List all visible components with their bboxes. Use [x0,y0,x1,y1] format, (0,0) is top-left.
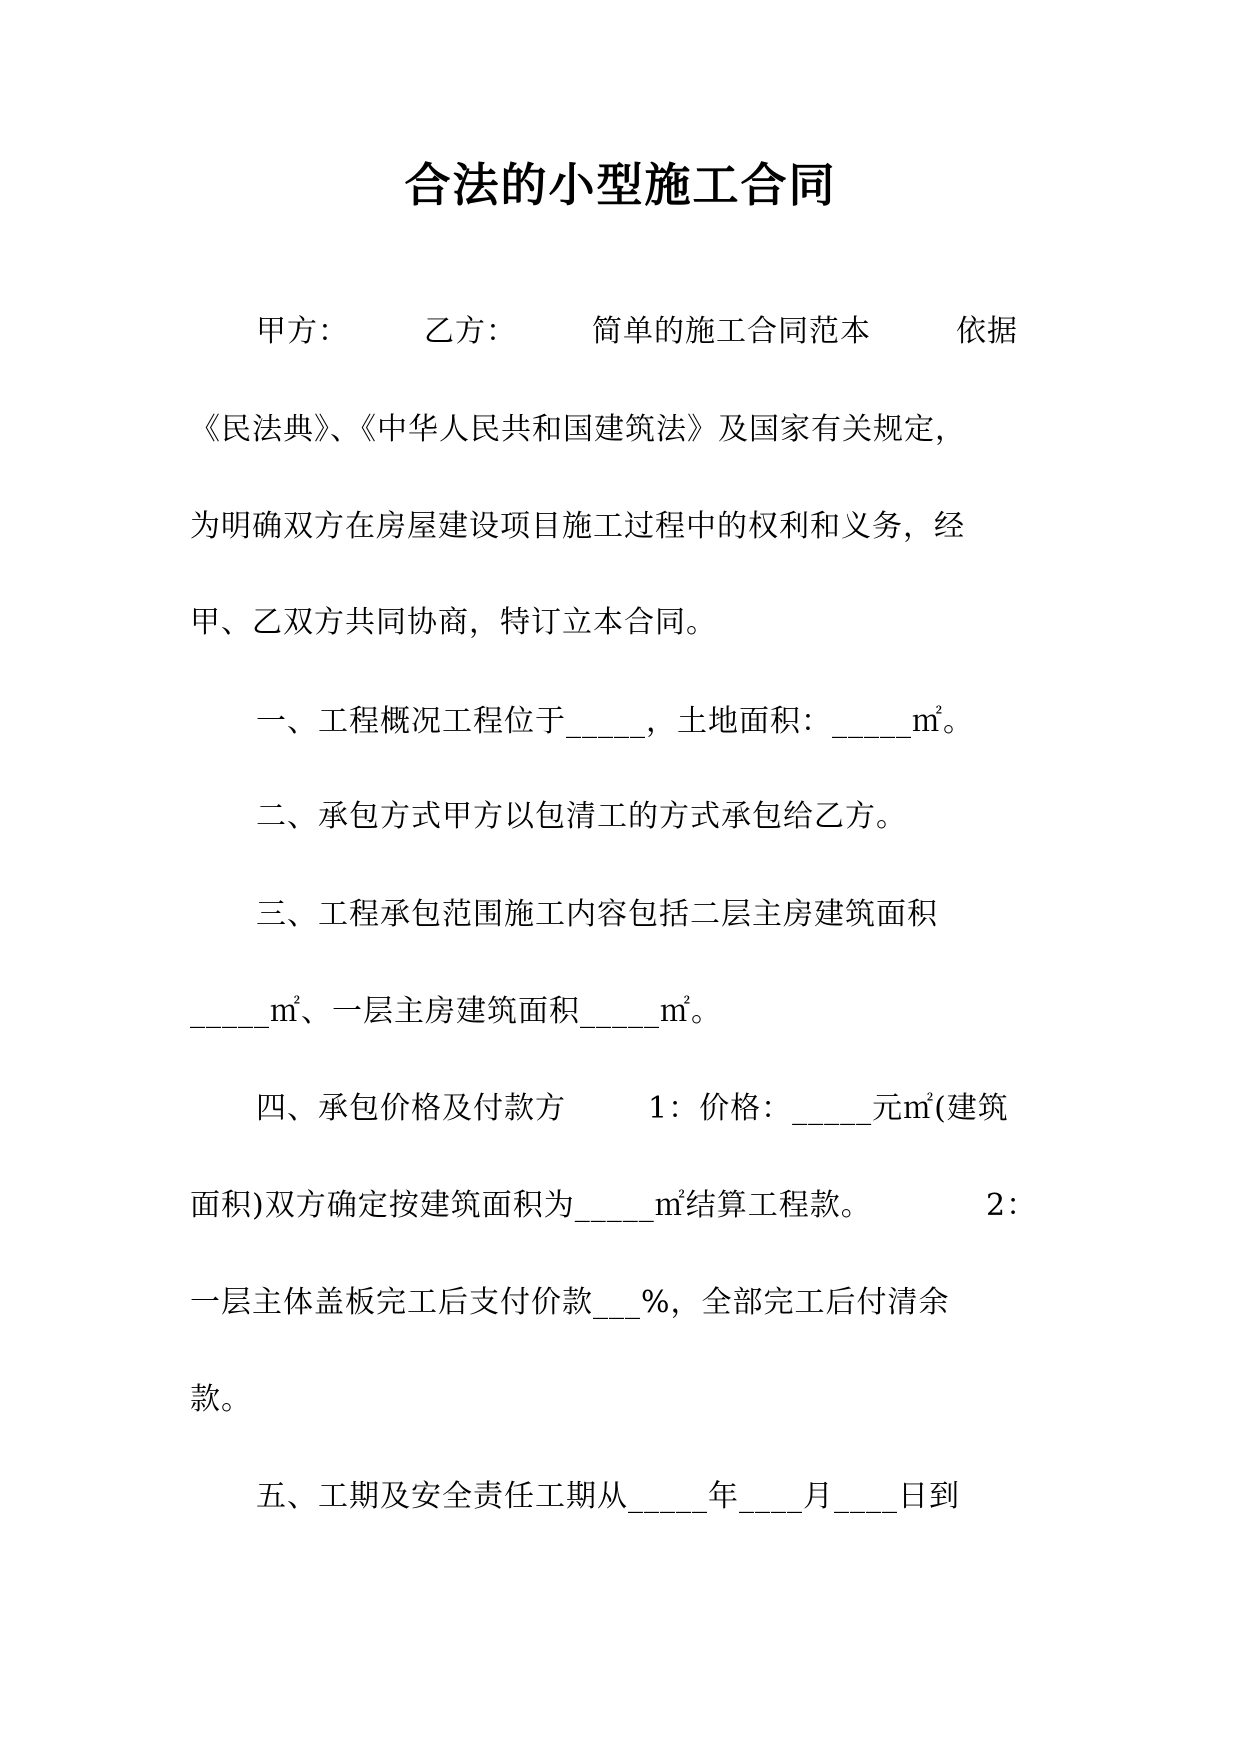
intro-line-2: 《民法典》、《中华人民共和国建筑法》及国家有关规定， [190,412,966,447]
sample-title: 简单的施工合同范本 [592,314,871,349]
section-4-settlement: 面积)双方确定按建筑面积为_____㎡结算工程款。 [190,1188,872,1223]
section-1-project-overview: 一、工程概况工程位于_____，土地面积：_____㎡。 [256,704,974,739]
intro-line-4: 甲、乙双方共同协商，特订立本合同。 [190,605,717,640]
section-4-line-4: 款。 [190,1382,252,1417]
section-2-contract-method: 二、承包方式甲方以包清工的方式承包给乙方。 [256,799,907,834]
section-3-scope-line-2: _____㎡、一层主房建筑面积_____㎡。 [190,994,722,1029]
section-4-heading: 四、承包价格及付款方 [256,1091,566,1126]
section-5-schedule: 五、工期及安全责任工期从_____年____月____日到 [256,1479,960,1514]
section-4-line-3: 一层主体盖板完工后支付价款___%，全部完工后付清余 [190,1285,950,1320]
section-3-scope-line-1: 三、工程承包范围施工内容包括二层主房建筑面积 [256,897,938,932]
section-4-item-1: 1：价格：_____元㎡(建筑 [648,1091,1009,1126]
basis-word: 依据 [956,314,1018,349]
intro-line-3: 为明确双方在房屋建设项目施工过程中的权利和义务，经 [190,509,965,544]
document-title: 合法的小型施工合同 [404,158,837,212]
party-b-label: 乙方： [424,314,517,349]
party-a-label: 甲方： [256,314,349,349]
section-4-item-2: 2： [986,1188,1038,1223]
